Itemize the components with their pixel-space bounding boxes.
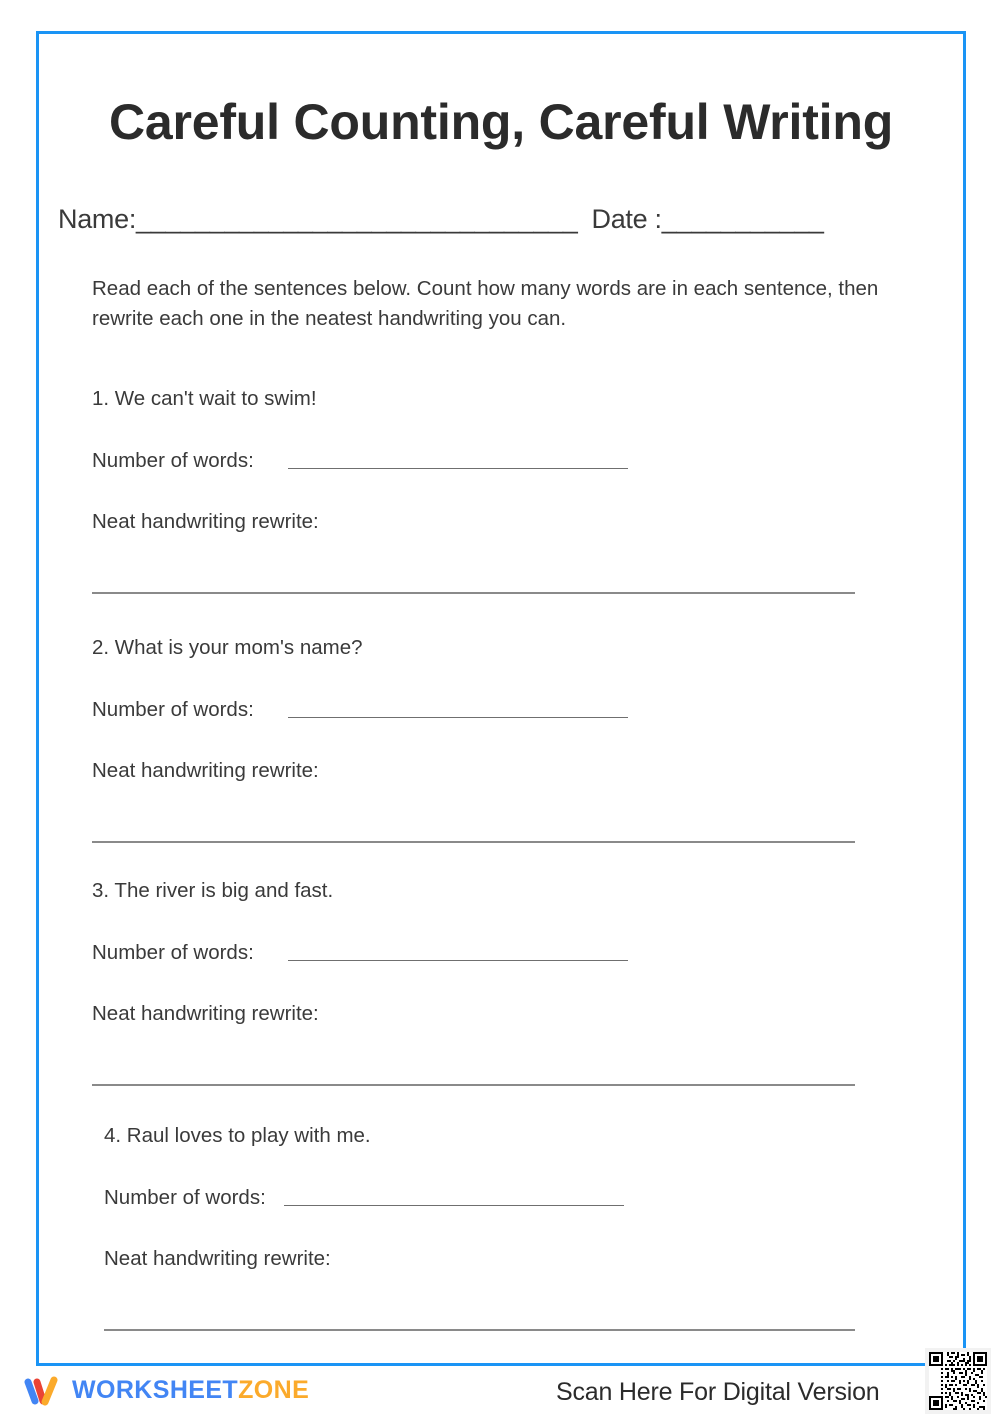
logo-text-zone: ZONE	[238, 1375, 310, 1404]
question-sentence: 4. Raul loves to play with me.	[104, 1124, 371, 1147]
page-footer	[0, 1368, 1000, 1416]
qr-code-image[interactable]	[925, 1348, 991, 1414]
number-of-words-row	[92, 940, 922, 966]
question-block-4	[104, 1123, 922, 1331]
name-date-row	[58, 204, 944, 235]
worksheet-content	[36, 31, 966, 1366]
page-title: Careful Counting, Careful Writing	[108, 94, 894, 150]
rewrite-input-line[interactable]	[92, 1084, 855, 1086]
number-of-words-input-line[interactable]	[288, 468, 628, 469]
number-of-words-row	[104, 1185, 922, 1211]
rewrite-label: Neat handwriting rewrite:	[104, 1247, 331, 1270]
number-of-words-row	[92, 448, 922, 474]
logo-text	[72, 1376, 309, 1405]
question-sentence: 1. We can't wait to swim!	[92, 387, 317, 410]
rewrite-label: Neat handwriting rewrite:	[92, 759, 319, 782]
number-of-words-label: Number of words:	[92, 941, 254, 964]
question-block-3	[92, 878, 922, 1086]
scan-instruction-text: Scan Here For Digital Version	[556, 1378, 880, 1406]
number-of-words-label: Number of words:	[92, 449, 254, 472]
logo-text-worksheet: WORKSHEET	[72, 1375, 239, 1404]
rewrite-label: Neat handwriting rewrite:	[92, 510, 319, 533]
date-blank-line[interactable]: ___________	[661, 204, 824, 234]
worksheet-zone-logo[interactable]	[24, 1370, 309, 1410]
date-label: Date :	[591, 204, 662, 234]
number-of-words-input-line[interactable]	[284, 1205, 624, 1206]
number-of-words-label: Number of words:	[104, 1186, 266, 1209]
question-block-2	[92, 635, 922, 843]
number-of-words-input-line[interactable]	[288, 960, 628, 961]
rewrite-label: Neat handwriting rewrite:	[92, 1002, 319, 1025]
rewrite-input-line[interactable]	[104, 1329, 855, 1331]
instructions-text: Read each of the sentences below. Count how many words are in each sentence, then rewrite each one in the neatest handwriting you can.	[92, 277, 879, 330]
number-of-words-label: Number of words:	[92, 698, 254, 721]
rewrite-input-line[interactable]	[92, 841, 855, 843]
question-sentence: 2. What is your mom's name?	[92, 636, 363, 659]
name-label: Name:	[58, 204, 137, 234]
logo-w-mark-icon	[24, 1370, 64, 1410]
name-blank-line[interactable]: ______________________________	[136, 204, 578, 234]
number-of-words-input-line[interactable]	[288, 717, 628, 718]
rewrite-input-line[interactable]	[92, 592, 855, 594]
number-of-words-row	[92, 697, 922, 723]
question-block-1	[92, 386, 922, 594]
question-sentence: 3. The river is big and fast.	[92, 879, 334, 902]
